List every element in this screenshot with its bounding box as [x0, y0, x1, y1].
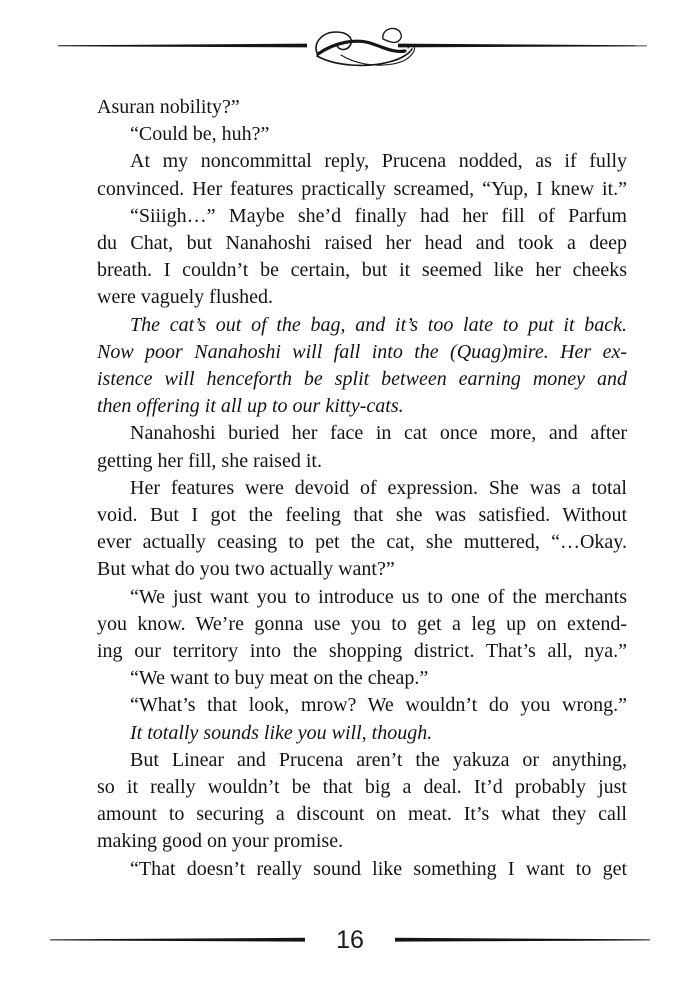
- text-line: Her features were devoid of expression. She was a total: [130, 476, 627, 499]
- page-footer: [0, 920, 700, 960]
- text-line: But what do you two actually want?”: [97, 558, 395, 581]
- text-line: istence will henceforth be split between earning money and: [97, 368, 627, 391]
- text-line: “We just want you to introduce us to one of the merchants: [130, 585, 627, 608]
- text-line: breath. I couldn’t be certain, but it seemed like her cheeks: [97, 259, 627, 282]
- text-line: “What’s that look, mrow? We wouldn’t do you wrong.”: [130, 694, 627, 717]
- text-line: Now poor Nanahoshi will fall into the (Quag)mire. Her ex-: [97, 340, 627, 363]
- flourish-divider-icon: [55, 24, 650, 72]
- divider-left-rule: [58, 44, 307, 48]
- text-line: convinced. Her features practically screamed, “Yup, I knew it.”: [97, 177, 627, 200]
- text-line: “Could be, huh?”: [130, 123, 270, 146]
- text-line: so it really wouldn’t be that big a deal. It’d probably just: [97, 776, 627, 799]
- text-line: du Chat, but Nanahoshi raised her head and took a deep: [97, 232, 627, 255]
- text-line: making good on your promise.: [97, 830, 344, 853]
- text-line: amount to securing a discount on meat. It’s what they call: [97, 803, 627, 826]
- text-line: ing our territory into the shopping district. That’s all, nya.”: [97, 640, 627, 663]
- text-line: Asuran nobility?”: [97, 96, 240, 118]
- text-line: Nanahoshi buried her face in cat once more, and after: [130, 422, 627, 445]
- text-line: “Siiigh…” Maybe she’d finally had her fill of Parfum: [130, 204, 627, 227]
- text-line: were vaguely flushed.: [97, 286, 274, 309]
- text-line: “That doesn’t really sound like something I want to get: [130, 857, 627, 880]
- page-text: [97, 94, 627, 883]
- text-line: At my noncommittal reply, Prucena nodded, as if fully: [130, 150, 627, 173]
- text-line: It totally sounds like you will, though.: [130, 721, 433, 744]
- text-line: getting her fill, she raised it.: [97, 449, 322, 472]
- text-line: ever actually ceasing to pet the cat, she muttered, “…Okay.: [97, 531, 627, 554]
- page-number: 16: [336, 925, 364, 954]
- text-line: The cat’s out of the bag, and it’s too late to put it back.: [130, 313, 627, 336]
- footer-left-rule: [50, 937, 306, 943]
- divider-right-rule: [398, 44, 647, 48]
- footer-right-rule: [394, 937, 650, 943]
- text-line: then offering it all up to our kitty-cats.: [97, 395, 404, 418]
- text-line: you know. We’re gonna use you to get a leg up on extend-: [97, 612, 627, 635]
- text-line: “We want to buy meat on the cheap.”: [130, 667, 429, 690]
- text-line: But Linear and Prucena aren’t the yakuza or anything,: [130, 748, 627, 771]
- text-line: void. But I got the feeling that she was satisfied. Without: [97, 504, 627, 527]
